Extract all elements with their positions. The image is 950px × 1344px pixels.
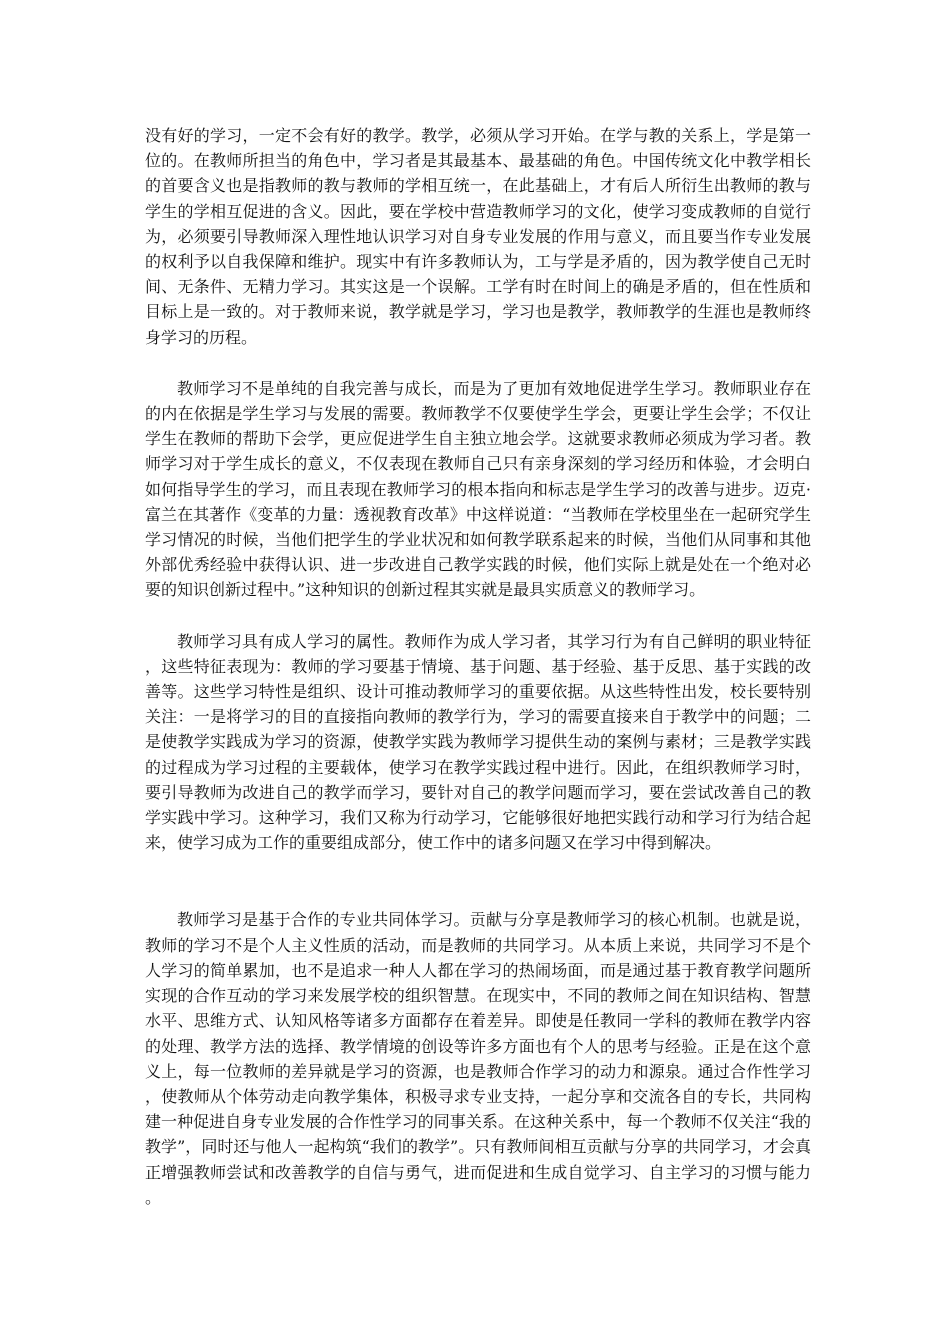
paragraph-2: 教师学习不是单纯的自我完善与成长，而是为了更加有效地促进学生学习。教师职业存在的内在依据是学生学习与发展的需要。教师教学不仅要使学生学会，更要让学生会学；不仅让学生在教师的帮助下会学，更应促进学生自主独立地会学。这就要求教师必须成为学习者。教师学习对于学生成长的意义，不仅表现在教师自己只有亲身深刻的学习经历和体验，才会明白如何指导学生的学习，而且表现在教师学习的根本指向和标志是学生学习的改善与进步。迈克·富兰在其著作《变革的力量：透视教育改革》中这样说道：“当教师在学校里坐在一起研究学生学习情况的时候，当他们把学生的学业状况和如何教学联系起来的时候，当他们从同事和其他外部优秀经验中获得认识、进一步改进自己教学实践的时候，他们实际上就是处在一个绝对必要的知识创新过程中。”这种知识的创新过程其实就是最具实质意义的教师学习。: [145, 378, 811, 600]
paragraph-3: 教师学习具有成人学习的属性。教师作为成人学习者，其学习行为有自己鲜明的职业特征，这些特征表现为：教师的学习要基于情境、基于问题、基于经验、基于反思、基于实践的改善等。这些学习特性是组织、设计可推动教师学习的重要依据。从这些特性出发，校长要特别关注：一是将学习的目的直接指向教师的教学行为，学习的需要直接来自于教学中的问题；二是使教学实践成为学习的资源，使教学实践为教师学习提供生动的案例与素材；三是教学实践的过程成为学习过程的主要载体，使学习在教学实践过程中进行。因此，在组织教师学习时，要引导教师为改进自己的教学而学习，要针对自己的教学问题而学习，要在尝试改善自己的教学实践中学习。这种学习，我们又称为行动学习，它能够很好地把实践行动和学习行为结合起来，使学习成为工作的重要组成部分，使工作中的诸多问题又在学习中得到解决。: [145, 631, 811, 853]
paragraph-1: 没有好的学习，一定不会有好的教学。教学，必须从学习开始。在学与教的关系上，学是第一位的。在教师所担当的角色中，学习者是其最基本、最基础的角色。中国传统文化中教学相长的首要含义也是指教师的教与教师的学相互统一，在此基础上，才有后人所衍生出教师的教与学生的学相互促进的含义。因此，要在学校中营造教师学习的文化，使学习变成教师的自觉行为，必须要引导教师深入理性地认识学习对自身专业发展的作用与意义，而且要当作专业发展的权利予以自我保障和维护。现实中有许多教师认为，工与学是矛盾的，因为教学使自己无时间、无条件、无精力学习。其实这是一个误解。工学有时在时间上的确是矛盾的，但在性质和目标上是一致的。对于教师来说，教学就是学习，学习也是教学，教师教学的生涯也是教师终身学习的历程。: [145, 126, 811, 347]
document-body: [145, 123, 811, 1210]
paragraph-4: 教师学习是基于合作的专业共同体学习。贡献与分享是教师学习的核心机制。也就是说，教师的学习不是个人主义性质的活动，而是教师的共同学习。从本质上来说，共同学习不是个人学习的简单累加，也不是追求一种人人都在学习的热闹场面，而是通过基于教育教学问题所实现的合作互动的学习来发展学校的组织智慧。在现实中，不同的教师之间在知识结构、智慧水平、思维方式、认知风格等诸多方面都存在着差异。即使是任教同一学科的教师在教学内容的处理、教学方法的选择、教学情境的创设等许多方面也有个人的思考与经验。正是在这个意义上，每一位教师的差异就是学习的资源，也是教师合作学习的动力和源泉。通过合作性学习，使教师从个体劳动走向教学集体，积极寻求专业支持，一起分享和交流各自的专长，共同构建一种促进自身专业发展的合作性学习的同事关系。在这种关系中，每一个教师不仅关注“我的教学”，同时还与他人一起构筑“我们的教学”。只有教师间相互贡献与分享的共同学习，才会真正增强教师尝试和改善教学的自信与勇气，进而促进和生成自觉学习、自主学习的习惯与能力。: [145, 910, 811, 1207]
